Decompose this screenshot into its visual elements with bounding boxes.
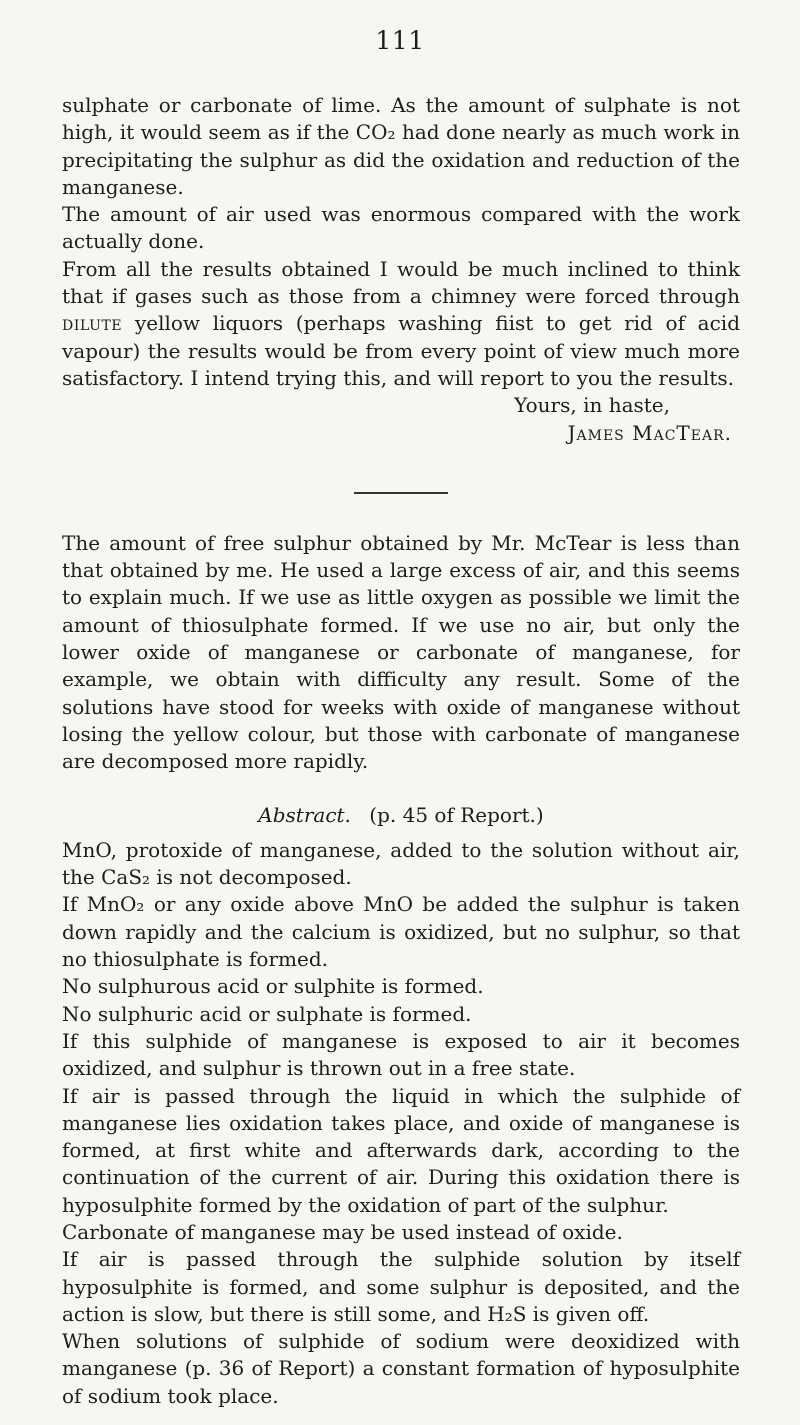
letter-paragraph-1: sulphate or carbonate of lime. As the amount of sulphate is not high, it would seem as if the CO₂ had done nearly as much work in precipitating the sulphur as did the oxidation and reduction of the manganese. (62, 93, 740, 199)
letter-paragraph-3 (62, 256, 740, 392)
abstract-item-7: Carbonate of manganese may be used instead of oxide. (62, 1219, 623, 1244)
abstract-item-5: If this sulphide of manganese is exposed to air it becomes oxidized, and sulphur is thrown out in a free state. (62, 1028, 740, 1081)
abstract-heading: Abstract. (258, 802, 351, 827)
abstract-item-4: No sulphuric acid or sulphate is formed. (62, 1001, 472, 1026)
letter-paragraph-3-start: From all the results obtained I would be much inclined to think that if gases such as those from a chimney were forced through (62, 256, 740, 309)
page-content (62, 92, 740, 1410)
letter-closing: Yours, in haste, (514, 393, 670, 418)
page-number: 111 (375, 26, 425, 55)
abstract-item-9: When solutions of sulphide of sodium were deoxidized with manganese (p. 36 of Report) a constant formation of hyposulphite of sodium took place. (62, 1329, 740, 1408)
letter-paragraph-2: The amount of air used was enormous compared with the work actually done. (62, 202, 740, 254)
section-divider (354, 492, 448, 494)
letter-signature: James MacTear. (567, 420, 732, 445)
letter-paragraph-3-end: yellow liquors (perhaps washing fiist to get rid of acid vapour) the results would be from every point of view much more satisfactory. I intend trying this, and will report to you the results. (62, 311, 740, 390)
abstract-heading-row (62, 802, 740, 829)
abstract-item-6: If air is passed through the liquid in which the sulphide of manganese lies oxidation takes place, and oxide of manganese is formed, at first white and afterwards dark, according to the continuation of the current of air. During this oxidation there is hyposulphite formed by the oxidation of part of the sulphur. (62, 1083, 740, 1217)
abstract-item-3: No sulphurous acid or sulphite is formed. (62, 974, 484, 999)
abstract-item-2: If MnO₂ or any oxide above MnO be added the sulphur is taken down rapidly and the calcium is oxidized, but no sulphur, so that no thiosulphate is formed. (62, 892, 740, 972)
abstract-reference: (p. 45 of Report.) (369, 802, 544, 827)
dilute-word: dilute (62, 311, 123, 336)
body-paragraph-1: The amount of free sulphur obtained by Mr. McTear is less than that obtained by me. He used a large excess of air, and this seems to explain much. If we use as little oxygen as possible we limit the amount of thiosulphate formed. If we use no air, but only the lower oxide of manganese or carbonate of manganese, for example, we obtain with difficulty any result. Some of the solutions have stood for weeks with oxide of manganese without losing the yellow colour, but those with carbonate of manganese are decomposed more rapidly. (62, 530, 740, 774)
abstract-item-1: MnO, protoxide of manganese, added to the solution without air, the CaS₂ is not decomposed. (62, 837, 740, 890)
abstract-item-8: If air is passed through the sulphide solution by itself hyposulphite is formed, and some sulphur is deposited, and the action is slow, but there is still some, and H₂S is given off. (62, 1247, 740, 1326)
